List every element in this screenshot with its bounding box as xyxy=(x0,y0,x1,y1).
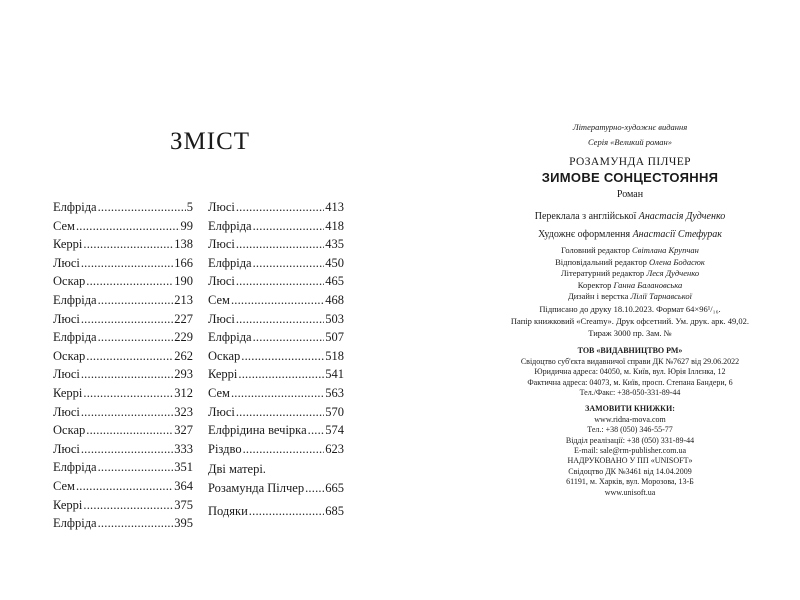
entry-page: 518 xyxy=(325,348,344,363)
print-info xyxy=(480,304,780,339)
contents-entry xyxy=(208,479,344,498)
lit-editor: Леся Дудченко xyxy=(646,268,700,279)
dot-leader xyxy=(81,310,173,329)
entry-title: Сем xyxy=(208,385,230,400)
entry-title: Оскар xyxy=(53,423,86,438)
entry-page: 450 xyxy=(325,255,344,270)
entry-title: Керрі xyxy=(53,497,83,512)
dot-leader xyxy=(83,496,173,515)
publisher-line-3: Фактична адреса: 04073, м. Київ, просп. Степана Бандери, 6 xyxy=(527,377,733,387)
print-line-1: Підписано до друку 18.10.2023. Формат 64×96¹/₁₆. xyxy=(539,304,721,314)
contents-entry xyxy=(208,254,344,273)
contents-entry xyxy=(208,272,344,291)
dot-leader xyxy=(238,365,324,384)
entry-page: 323 xyxy=(174,404,193,419)
publisher-line-4: Тел./Факс: +38-050-331-89-44 xyxy=(579,388,681,397)
entry-page: 5 xyxy=(186,200,193,214)
contents-entry-heading: Дві матері. xyxy=(208,462,266,477)
dot-leader xyxy=(236,272,324,291)
dot-leader xyxy=(253,217,325,236)
order-line-2: Тел.: +38 (050) 346-55-77 xyxy=(587,425,673,434)
contents-entry xyxy=(208,328,344,347)
entry-page: 570 xyxy=(325,404,344,419)
contents-entry xyxy=(53,347,193,366)
dot-leader xyxy=(253,328,325,347)
corr-label: Коректор xyxy=(577,279,612,290)
entry-title: Сем xyxy=(208,292,230,307)
book-title: ЗИМОВЕ СОНЦЕСТОЯННЯ xyxy=(541,170,719,185)
order-block xyxy=(480,404,780,457)
contents-entry xyxy=(53,328,193,347)
entry-title: Люсі xyxy=(208,404,235,419)
contents-entry xyxy=(208,403,344,422)
contents-title: ЗМІСТ xyxy=(170,128,251,155)
publisher-line-2: Юридична адреса: 04050, м. Київ, вул. Юрія Іллєнка, 12 xyxy=(534,367,726,376)
dot-leader xyxy=(241,347,324,366)
imprint-header xyxy=(480,122,780,148)
entry-title: Елфріда xyxy=(53,516,97,531)
contents-entry xyxy=(208,440,344,459)
entry-title: Оскар xyxy=(208,348,241,363)
translator: Анастасія Дудченко xyxy=(638,211,726,222)
entry-title: Різдво xyxy=(208,441,242,456)
entry-page: 312 xyxy=(174,385,193,400)
entry-page: 413 xyxy=(325,200,344,214)
dot-leader xyxy=(86,347,173,366)
dot-leader xyxy=(86,272,173,291)
entry-page: 574 xyxy=(325,423,344,438)
dot-leader xyxy=(243,440,325,459)
contents-entry xyxy=(208,217,344,236)
publisher-line-1: Свідоцтво суб'єкта видавничої справи ДК №7627 від 29.06.2022 xyxy=(520,356,740,366)
dot-leader xyxy=(236,198,324,217)
publisher-block xyxy=(480,346,780,399)
entry-page: 541 xyxy=(325,367,344,382)
dot-leader xyxy=(81,403,173,422)
order-line-4: E-mail: sale@rm-publisher.com.ua xyxy=(573,446,686,455)
entry-title: Керрі xyxy=(53,385,83,400)
dot-leader xyxy=(81,365,173,384)
entry-page: 563 xyxy=(325,385,344,400)
order-line-1: www.ridna-mova.com xyxy=(594,414,666,424)
contents-entry xyxy=(53,217,193,236)
entry-title: Люсі xyxy=(208,200,235,214)
entry-page: 623 xyxy=(325,441,344,456)
contents-entry xyxy=(53,254,193,273)
entry-page: 190 xyxy=(174,274,193,289)
entry-title: Люсі xyxy=(53,311,80,326)
dot-leader xyxy=(308,421,325,440)
dot-leader xyxy=(81,254,173,273)
contents-entry xyxy=(53,458,193,477)
printer-block xyxy=(480,456,780,498)
entry-title: Елфріда xyxy=(208,218,252,233)
dot-leader xyxy=(83,235,173,254)
printer-line-1: Свідоцтво ДК №3461 від 14.04.2009 xyxy=(568,466,692,476)
dot-leader xyxy=(86,421,173,440)
entry-title: Люсі xyxy=(208,311,235,326)
layout-designer: Лілії Тарнавської xyxy=(630,291,693,302)
dot-leader xyxy=(253,254,325,273)
entry-title: Елфріда xyxy=(53,200,97,214)
entry-title: Подяки xyxy=(208,503,248,518)
dot-leader xyxy=(231,384,324,403)
printer-line-3: www.unisoft.ua xyxy=(604,487,656,497)
dot-leader xyxy=(83,384,173,403)
right-page-imprint xyxy=(400,0,800,600)
translator-block xyxy=(480,210,780,242)
entry-page: 262 xyxy=(174,348,193,363)
dot-leader xyxy=(98,198,186,217)
design-label: Художнє оформлення xyxy=(538,228,631,240)
entry-page: 351 xyxy=(174,460,193,475)
designer: Анастасії Стефурак xyxy=(632,228,722,240)
contents-entry xyxy=(53,477,193,496)
dot-leader xyxy=(305,479,324,498)
dot-leader xyxy=(236,403,324,422)
author: РОЗАМУНДА ПІЛЧЕР xyxy=(569,156,691,168)
contents-entry xyxy=(208,384,344,403)
chief-editor: Світлана Крупчан xyxy=(632,245,699,255)
chief-label: Головний редактор xyxy=(561,245,630,255)
contents-entry xyxy=(53,514,193,533)
layout-label: Дизайн і верстка xyxy=(567,291,629,302)
entry-page: 418 xyxy=(325,218,344,233)
printer-name: НАДРУКОВАНО У ПП «UNISOFT» xyxy=(567,456,693,465)
entry-page: 507 xyxy=(325,330,344,345)
dot-leader xyxy=(249,502,324,521)
entry-page: 468 xyxy=(325,292,344,307)
entry-page: 465 xyxy=(325,274,344,289)
entry-title: Елфріда xyxy=(208,330,252,345)
contents-entry xyxy=(53,235,193,254)
dot-leader xyxy=(76,217,180,236)
resp-label: Відповідальний редактор xyxy=(555,256,647,267)
contents-entry xyxy=(208,347,344,366)
entry-title: Люсі xyxy=(53,367,80,382)
contents-entry xyxy=(53,496,193,515)
dot-leader xyxy=(98,328,174,347)
entry-title: Елфрідина вечірка xyxy=(208,423,307,438)
contents-entry xyxy=(53,440,193,459)
entry-title: Оскар xyxy=(53,348,86,363)
genre: Роман xyxy=(616,189,644,200)
dot-leader xyxy=(81,440,173,459)
dot-leader xyxy=(236,310,324,329)
entry-title: Елфріда xyxy=(53,292,97,307)
dot-leader xyxy=(98,291,174,310)
entry-page: 293 xyxy=(174,367,193,382)
contents-entry xyxy=(208,421,344,440)
print-line-2: Папір книжковий «Creamy». Друк офсетний. Ум. друк. арк. 49,02. xyxy=(510,315,750,326)
entry-title: Елфріда xyxy=(53,330,97,345)
entry-page: 99 xyxy=(180,218,193,233)
entry-title: Сем xyxy=(53,478,75,493)
entry-title: Керрі xyxy=(53,237,83,252)
entry-page: 227 xyxy=(174,311,193,326)
dot-leader xyxy=(231,291,324,310)
contents-entry xyxy=(53,384,193,403)
entry-page: 503 xyxy=(325,311,344,326)
lit-label: Літературний редактор xyxy=(560,268,645,279)
entry-page: 229 xyxy=(174,330,193,345)
contents-entry xyxy=(53,421,193,440)
entry-page: 138 xyxy=(174,237,193,252)
contents-entry xyxy=(53,272,193,291)
editors-block xyxy=(480,245,780,303)
contents-entry xyxy=(208,502,344,521)
order-title: ЗАМОВИТИ КНИЖКИ: xyxy=(585,404,675,413)
entry-page: 395 xyxy=(174,516,193,531)
publisher-name: ТОВ «ВИДАВНИЦТВО РМ» xyxy=(577,346,683,355)
contents-entry xyxy=(208,291,344,310)
contents-entry xyxy=(208,365,344,384)
entry-title: Розамунда Пілчер xyxy=(208,480,305,495)
entry-title: Елфріда xyxy=(208,255,252,270)
entry-title: Люсі xyxy=(208,274,235,289)
entry-page: 213 xyxy=(174,292,193,307)
printer-line-2: 61191, м. Харків, вул. Морозова, 13-Б xyxy=(566,477,694,486)
entry-title: Люсі xyxy=(53,255,80,270)
entry-title: Керрі xyxy=(208,367,238,382)
contents-column-2 xyxy=(208,198,344,520)
entry-page: 364 xyxy=(174,478,193,493)
dot-leader xyxy=(98,514,174,533)
entry-page: 166 xyxy=(174,255,193,270)
entry-title: Сем xyxy=(53,218,75,233)
dot-leader xyxy=(98,458,174,477)
contents-entry xyxy=(208,310,344,329)
entry-title: Оскар xyxy=(53,274,86,289)
translated-label: Переклала з англійської xyxy=(534,211,637,222)
corrector: Ганна Балановська xyxy=(613,279,683,290)
contents-entry xyxy=(53,198,193,217)
resp-editor: Олена Бодасюк xyxy=(648,256,705,267)
entry-page: 375 xyxy=(174,497,193,512)
entry-page: 333 xyxy=(174,441,193,456)
entry-page: 685 xyxy=(325,503,344,518)
contents-entry xyxy=(53,403,193,422)
entry-title: Елфріда xyxy=(53,460,97,475)
entry-page: 435 xyxy=(325,237,344,252)
edition-type: Літературно-художнє видання xyxy=(572,122,688,132)
entry-title: Люсі xyxy=(208,237,235,252)
contents-entry xyxy=(53,365,193,384)
contents-column-1 xyxy=(53,198,193,533)
contents-entry xyxy=(208,235,344,254)
entry-title: Люсі xyxy=(53,404,80,419)
dot-leader xyxy=(76,477,173,496)
order-line-3: Відділ реалізації: +38 (050) 331-89-44 xyxy=(565,435,695,445)
contents-entry xyxy=(53,310,193,329)
entry-page: 327 xyxy=(174,423,193,438)
contents-entry xyxy=(208,198,344,217)
series: Серія «Великий роман» xyxy=(587,137,673,148)
entry-page: 665 xyxy=(325,480,344,495)
entry-title: Люсі xyxy=(53,441,80,456)
book-title-block xyxy=(480,156,780,203)
dot-leader xyxy=(236,235,324,254)
contents-entry xyxy=(53,291,193,310)
print-line-3: Тираж 3000 пр. Зам. № xyxy=(588,327,672,338)
